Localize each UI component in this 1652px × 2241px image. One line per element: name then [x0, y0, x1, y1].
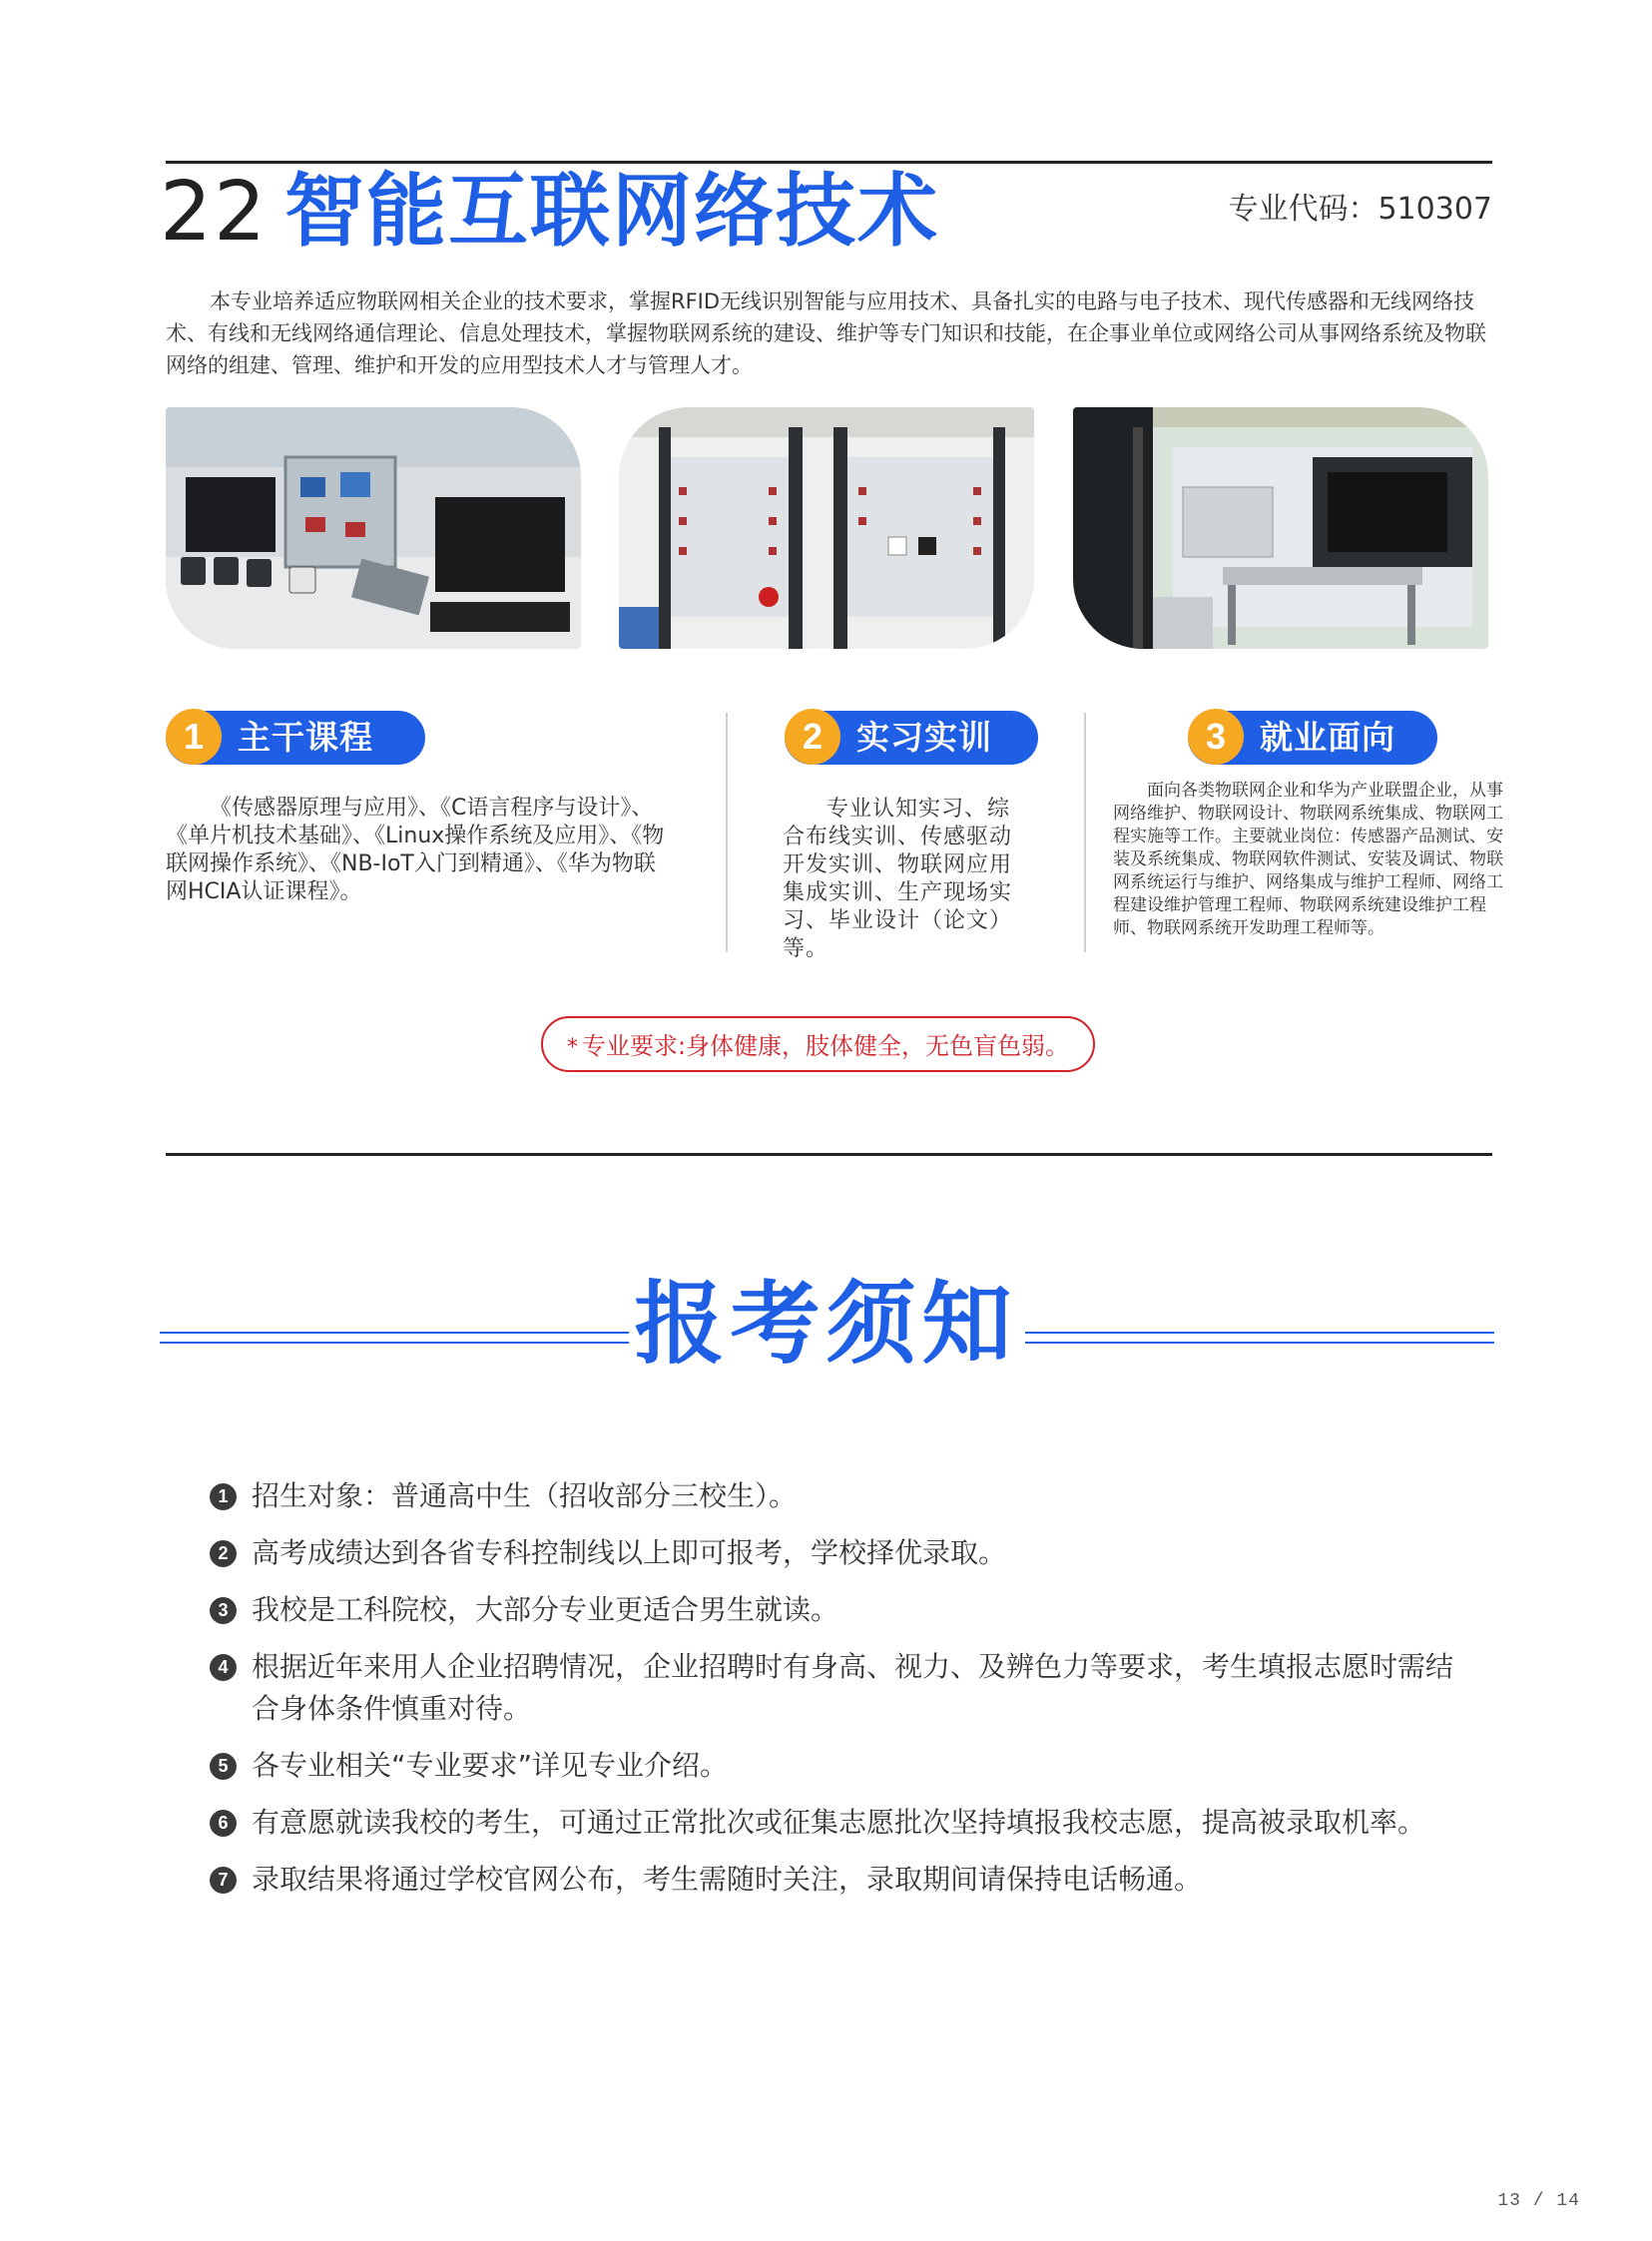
- notice-list: [210, 1475, 1507, 1916]
- list-item-text: 招生对象：普通高中生（招收部分三校生）。: [252, 1479, 798, 1512]
- number-badge-icon: 2: [210, 1540, 237, 1567]
- section-title: 实习实训: [856, 718, 992, 757]
- number-badge-icon: 6: [210, 1810, 237, 1837]
- requirement-box: [541, 1016, 1095, 1072]
- middle-rule: [166, 1153, 1492, 1156]
- list-item: [210, 1532, 1507, 1574]
- list-item: [210, 1859, 1507, 1901]
- list-item-text: 高考成绩达到各省专科控制线以上即可报考，学校择优录取。: [252, 1536, 1007, 1569]
- list-item: [210, 1802, 1507, 1844]
- section-number: 3: [1188, 709, 1244, 765]
- section-pill-employment: [1188, 711, 1437, 765]
- list-item: [210, 1646, 1479, 1730]
- requirement-text: 专业要求:身体健康，肢体健全，无色盲色弱。: [581, 1032, 1070, 1060]
- lab-photo-3: [1073, 407, 1488, 649]
- section-text-employment: 面向各类物联网企业和华为产业联盟企业，从事网络维护、物联网设计、物联网系统集成、物联网工程实施等工作。主要就业岗位：传感器产品测试、安装及系统集成、物联网软件测试、安装及调试、物联网系统运行与维护、网络集成与维护工程师、网络工程建设维护管理工程师、物联网系统建设维护工程师、物联网系统开发助理工程师等。: [1113, 781, 1503, 938]
- number-badge-icon: 1: [210, 1483, 237, 1510]
- list-item-text: 有意愿就读我校的考生，可通过正常批次或征集志愿批次坚持填报我校志愿，提高被录取机率。: [252, 1806, 1426, 1839]
- lab-photo-1: [166, 407, 581, 649]
- major-title: 智能互联网络技术: [284, 165, 939, 258]
- notice-title: 报考须知: [634, 1272, 1018, 1377]
- number-badge-icon: 3: [210, 1597, 237, 1624]
- major-code: 专业代码：510307: [1228, 192, 1492, 227]
- section-number: 1: [166, 709, 222, 765]
- list-item: [210, 1745, 1507, 1787]
- number-badge-icon: 4: [210, 1654, 237, 1681]
- number-badge-icon: 5: [210, 1753, 237, 1780]
- section-text-courses: 《传感器原理与应用》、《C语言程序与设计》、《单片机技术基础》、《Linux操作系统及应用》、《物联网操作系统》、《NB-IoT入门到精通》、《华为物联网HCIA认证课程》。: [166, 796, 665, 904]
- list-item: [210, 1475, 1507, 1517]
- list-item-text: 录取结果将通过学校官网公布，考生需随时关注，录取期间请保持电话畅通。: [252, 1863, 1203, 1896]
- major-intro: 本专业培养适应物联网相关企业的技术要求，掌握RFID无线识别智能与应用技术、具备扎实的电路与电子技术、现代传感器和无线网络技术、有线和无线网络通信理论、信息处理技术，掌握物联网系统的建设、维护等专门知识和技能，在企事业单位或网络公司从事网络系统及物联网络的组建、管理、维护和开发的应用型技术人才与管理人才。: [166, 289, 1486, 377]
- section-title: 就业面向: [1260, 718, 1395, 757]
- lab-photo-2: [619, 407, 1034, 649]
- major-number: 22: [160, 165, 269, 260]
- number-badge-icon: 7: [210, 1867, 237, 1894]
- section-text-internship: 专业认知实习、综合布线实训、传感驱动开发实训、物联网应用集成实训、生产现场实习、毕业设计（论文）等。: [783, 797, 1013, 961]
- list-item-text: 我校是工科院校，大部分专业更适合男生就读。: [252, 1593, 839, 1626]
- asterisk-icon: *: [566, 1035, 578, 1060]
- section-title: 主干课程: [238, 718, 373, 757]
- list-item: [210, 1589, 1507, 1631]
- section-pill-courses: [166, 711, 425, 765]
- top-rule: [166, 161, 1492, 164]
- page-number: 13 / 14: [1497, 2191, 1580, 2211]
- column-divider: [1084, 713, 1086, 952]
- list-item-text: 根据近年来用人企业招聘情况，企业招聘时有身高、视力、及辨色力等要求，考生填报志愿时需结合身体条件慎重对待。: [252, 1650, 1454, 1725]
- section-number: 2: [785, 709, 840, 765]
- column-divider: [726, 713, 728, 952]
- section-pill-internship: [785, 711, 1038, 765]
- list-item-text: 各专业相关“专业要求”详见专业介绍。: [252, 1749, 729, 1782]
